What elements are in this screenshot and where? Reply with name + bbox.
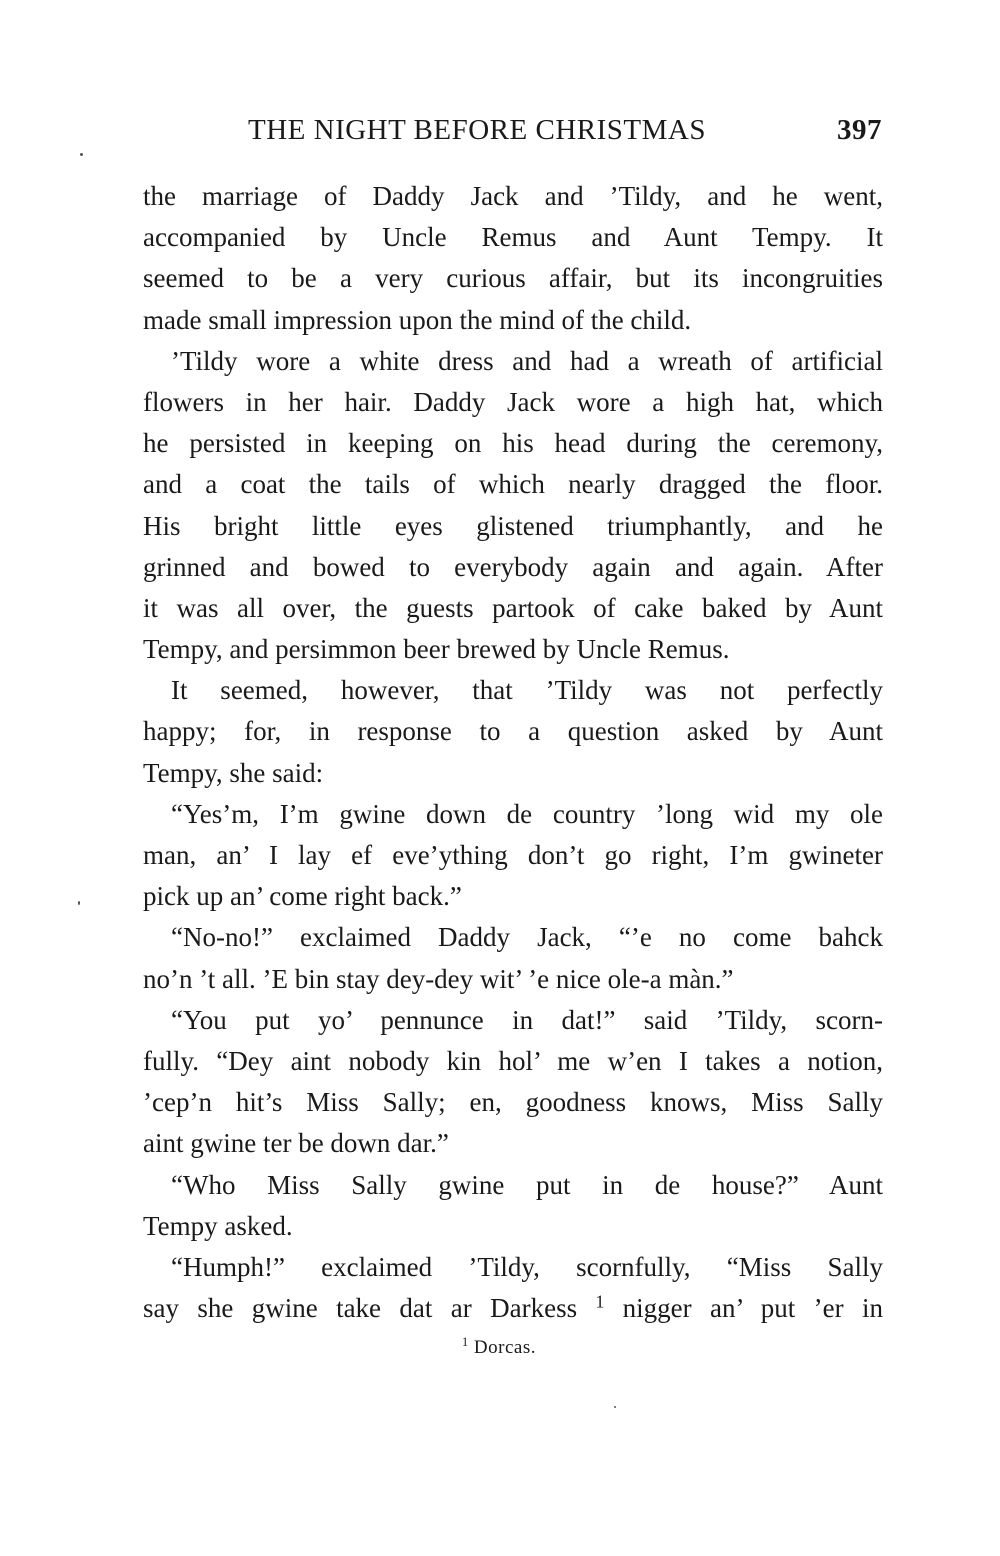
running-head bbox=[248, 114, 882, 154]
text-line: “Who Miss Sally gwine put in de house?” Aunt bbox=[171, 1169, 883, 1200]
text-line: he persisted in keeping on his head during the ceremony, bbox=[143, 428, 883, 459]
scan-speck bbox=[78, 901, 80, 905]
footnote-text: Dorcas. bbox=[473, 1337, 536, 1358]
footnote-marker: 1 bbox=[462, 1335, 469, 1350]
footnote-reference: 1 bbox=[595, 1291, 605, 1312]
text-line: “No-no!” exclaimed Daddy Jack, “’e no come bahck bbox=[171, 922, 883, 953]
text-line: seemed to be a very curious affair, but its incongruities bbox=[143, 263, 883, 294]
chapter-title: THE NIGHT BEFORE CHRISTMAS bbox=[248, 114, 706, 146]
text-line: happy; for, in response to a question asked by Aunt bbox=[143, 716, 883, 747]
text-line: Tempy, and persimmon beer brewed by Uncle Remus. bbox=[143, 634, 730, 665]
scan-speck bbox=[80, 153, 83, 156]
text-line: the marriage of Daddy Jack and ’Tildy, and he went, bbox=[143, 181, 883, 211]
text-line: man, an’ I lay ef eve’ything don’t go right, I’m gwineter bbox=[143, 840, 883, 870]
text-line: grinned and bowed to everybody again and again. After bbox=[143, 551, 883, 582]
text-line: “Humph!” exclaimed ’Tildy, scornfully, “Miss Sally bbox=[171, 1251, 883, 1282]
footnote bbox=[462, 1337, 536, 1359]
text-segment: nigger an’ put ’er in bbox=[622, 1293, 884, 1324]
text-line: made small impression upon the mind of the child. bbox=[143, 304, 692, 335]
text-line: fully. “Dey aint nobody kin hol’ me w’en I takes a notion, bbox=[143, 1045, 883, 1076]
text-line-with-footnote-ref bbox=[143, 1288, 883, 1329]
body-text bbox=[143, 176, 883, 1329]
text-line: pick up an’ come right back.” bbox=[143, 881, 462, 912]
text-line: accompanied by Uncle Remus and Aunt Tempy. It bbox=[143, 222, 883, 253]
text-line: “You put yo’ pennunce in dat!” said ’Tildy, scorn- bbox=[171, 1004, 883, 1035]
text-segment: say she gwine take dat ar Darkess bbox=[143, 1293, 578, 1324]
text-line: aint gwine ter be down dar.” bbox=[143, 1128, 449, 1159]
text-line: ’cep’n hit’s Miss Sally; en, goodness knows, Miss Sally bbox=[143, 1087, 883, 1118]
text-line: flowers in her hair. Daddy Jack wore a high hat, which bbox=[143, 386, 883, 417]
text-line: His bright little eyes glistened triumphantly, and he bbox=[143, 510, 883, 541]
text-line: “Yes’m, I’m gwine down de country ’long wid my ole bbox=[171, 798, 883, 829]
text-line: it was all over, the guests partook of cake baked by Aunt bbox=[143, 592, 883, 623]
page-number: 397 bbox=[837, 114, 882, 146]
scan-speck bbox=[614, 1406, 616, 1408]
text-line: Tempy, she said: bbox=[143, 757, 324, 788]
text-line: no’n ’t all. ’E bin stay dey-dey wit’ ’e nice ole-a màn.” bbox=[143, 963, 734, 994]
text-line: It seemed, however, that ’Tildy was not perfectly bbox=[171, 675, 883, 706]
text-line: and a coat the tails of which nearly dragged the floor. bbox=[143, 469, 883, 500]
text-line: ’Tildy wore a white dress and had a wreath of artificial bbox=[171, 345, 883, 376]
text-line: Tempy asked. bbox=[143, 1210, 293, 1241]
